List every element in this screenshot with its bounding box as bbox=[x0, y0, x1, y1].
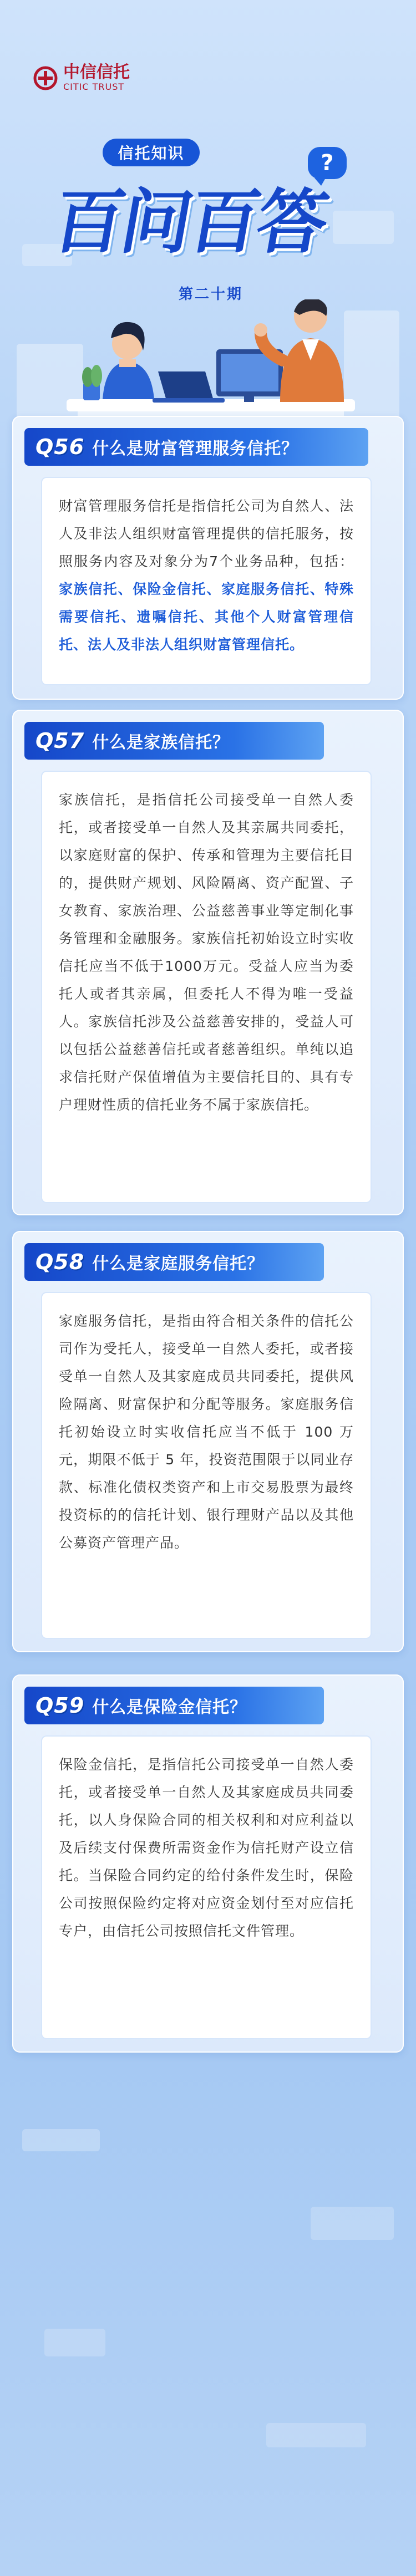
question-text: 什么是保险金信托？ bbox=[92, 1698, 247, 1717]
section-pill: 信托知识 bbox=[103, 139, 200, 166]
qa-card-q58 bbox=[12, 1231, 404, 1652]
answer-body: 家族信托，是指信托公司接受单一自然人委托，或者接受单一自然人及其亲属共同委托，以家庭财富的保护、传承和管理为主要信托目的，提供财产规划、风险隔离、资产配置、子女教育、家族治理、公益慈善事业等定制化事务管理和金融服务。家族信托初始设立时实收信托应当不低于1000万元。受益人应当为委托人或者其亲属，但委托人不得为唯一受益人。家族信托涉及公益慈善安排的，受益人可以包括公益慈善信托或者慈善组织。单纯以追求信托财产保值增值为主要信托目的、具有专户理财性质的信托业务不属于家族信托。 bbox=[59, 792, 354, 1113]
page-title: 百问百答 bbox=[47, 181, 333, 263]
answer-text bbox=[41, 477, 372, 685]
qa-card-q59 bbox=[12, 1674, 404, 2053]
answer-text bbox=[41, 1292, 372, 1639]
logo-text-cn: 中信信托 bbox=[63, 63, 130, 82]
citic-trust-logo bbox=[33, 64, 130, 92]
citic-logo-icon bbox=[33, 66, 58, 90]
question-number: Q59 bbox=[35, 1693, 85, 1718]
answer-text bbox=[41, 771, 372, 1203]
qa-card-q57 bbox=[12, 710, 404, 1215]
footer-decor bbox=[0, 2063, 416, 2576]
question-number: Q56 bbox=[35, 435, 85, 459]
issue-label: 第二十期 bbox=[178, 286, 243, 303]
question-header bbox=[24, 428, 379, 466]
question-number: Q57 bbox=[35, 729, 85, 753]
question-header bbox=[24, 1243, 379, 1281]
answer-highlight: 家族信托、保险金信托、家庭服务信托、特殊需要信托、遗嘱信托、其他个人财富管理信托、法人及非法人组织财富管理信托。 bbox=[59, 581, 354, 653]
logo-text-en: CITIC TRUST bbox=[63, 82, 125, 92]
question-header bbox=[24, 1687, 379, 1724]
question-bubble-icon: ? bbox=[308, 147, 347, 179]
answer-body: 财富管理服务信托是指信托公司为自然人、法人及非法人组织财富管理提供的信托服务，按照服务内容及对象分为7个业务品种，包括： bbox=[59, 498, 354, 569]
qa-card-q56 bbox=[12, 416, 404, 700]
answer-body: 家庭服务信托，是指由符合相关条件的信托公司作为受托人，接受单一自然人委托，或者接受单一自然人及其家庭成员共同委托，提供风险隔离、财富保护和分配等服务。家庭服务信托初始设立时实收信托应当不低于 100 万元，期限不低于 5 年，投资范围限于以同业存款、标准化债权类资产和上市交易股票为最终投资标的的信托计划、银行理财产品以及其他公募资产管理产品。 bbox=[59, 1313, 354, 1551]
question-text: 什么是家庭服务信托？ bbox=[92, 1254, 265, 1274]
question-number: Q58 bbox=[35, 1250, 85, 1274]
question-header bbox=[24, 722, 379, 760]
question-text: 什么是财富管理服务信托？ bbox=[92, 439, 299, 459]
answer-text bbox=[41, 1735, 372, 2039]
answer-body: 保险金信托，是指信托公司接受单一自然人委托，或者接受单一自然人及其家庭成员共同委托，以人身保险合同的相关权利和对应利益以及后续支付保费所需资金作为信托财产设立信托。当保险合同约定的给付条件发生时，保险公司按照保险约定将对应资金划付至对应信托专户，由信托公司按照信托文件管理。 bbox=[59, 1757, 354, 1939]
question-text: 什么是家族信托？ bbox=[92, 733, 230, 752]
